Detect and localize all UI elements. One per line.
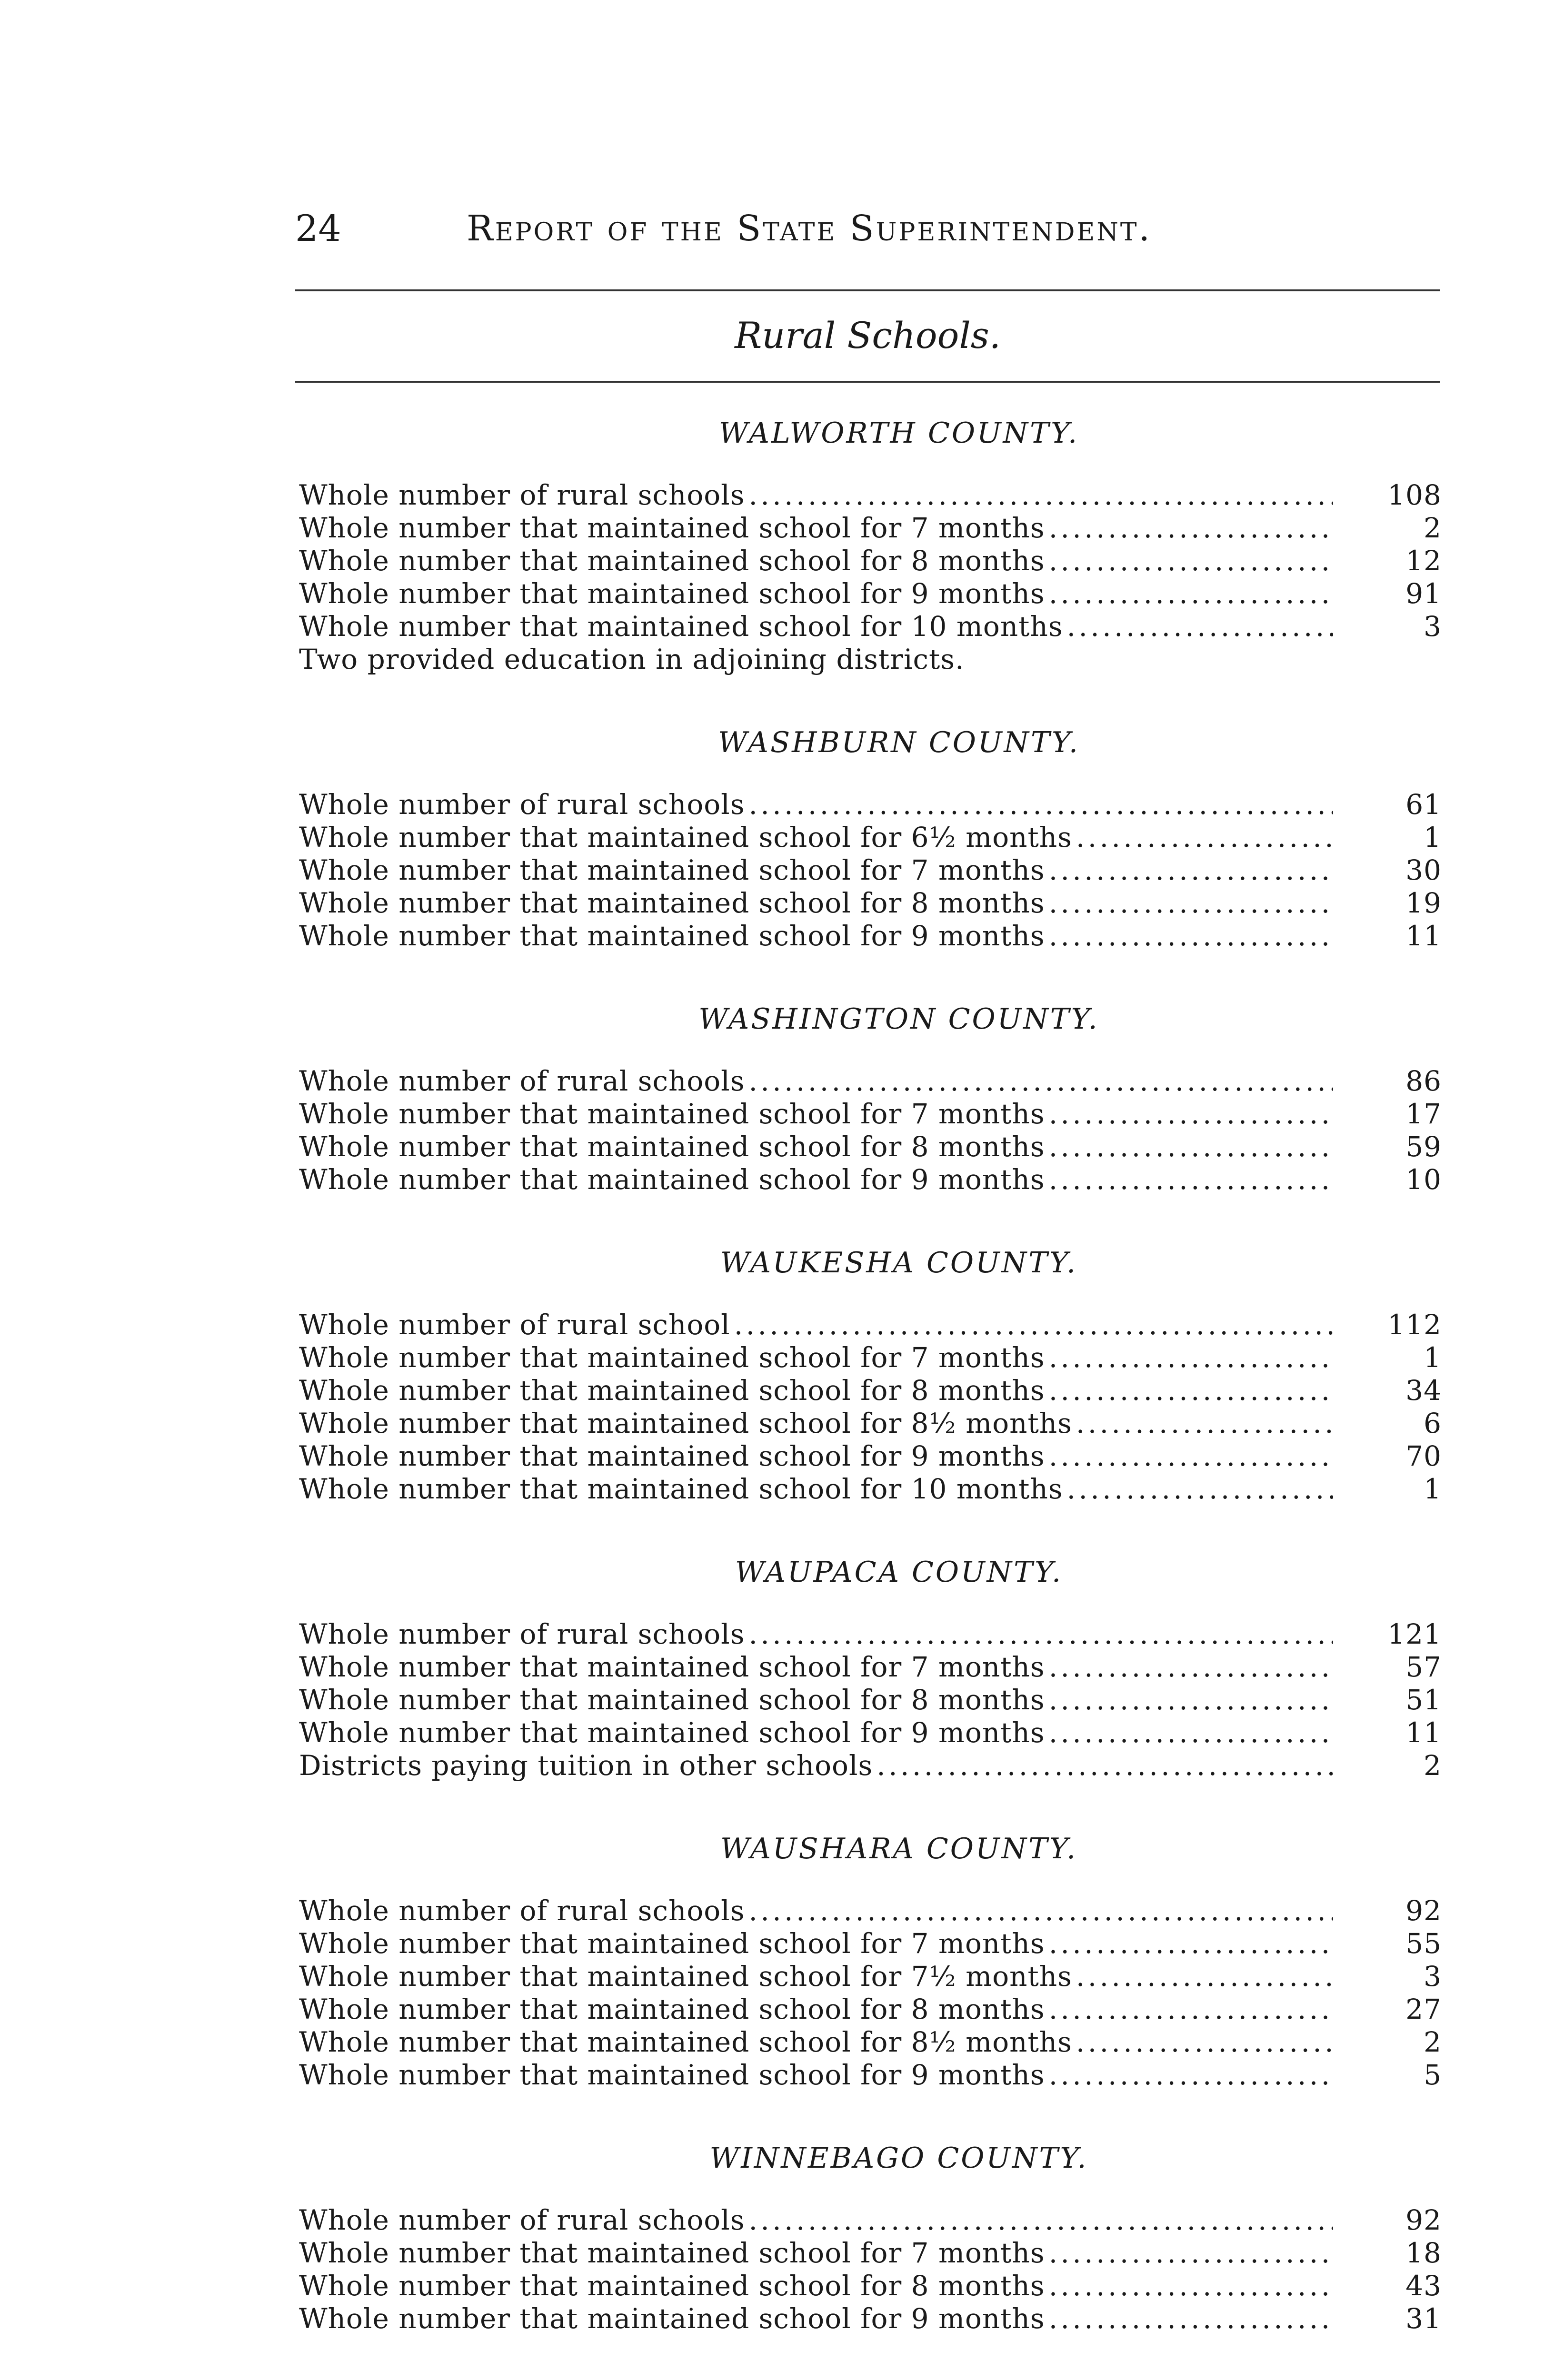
leader-dots bbox=[1067, 1473, 1333, 1506]
row-value: 30 bbox=[1405, 854, 1442, 886]
table-row bbox=[299, 1440, 1442, 1473]
leader-dots bbox=[1049, 920, 1333, 952]
row-label: Whole number that maintained school for 6½ months bbox=[299, 821, 1072, 853]
county-section bbox=[299, 1000, 1442, 1196]
row-value: 19 bbox=[1405, 887, 1442, 919]
leader-dots bbox=[1049, 887, 1333, 920]
county-name: WALWORTH COUNTY. bbox=[718, 416, 1079, 450]
county-name: WASHINGTON COUNTY. bbox=[698, 1002, 1099, 1036]
leader-dots bbox=[1049, 512, 1333, 545]
row-label: Whole number that maintained school for 9 months bbox=[299, 1163, 1045, 1196]
row-value: 6 bbox=[1424, 1407, 1442, 1439]
table-row bbox=[299, 788, 1442, 821]
leader-dots bbox=[748, 1894, 1333, 1927]
row-label: Whole number of rural schools bbox=[299, 1894, 745, 1927]
row-label: Whole number that maintained school for 9 months bbox=[299, 1440, 1045, 1472]
row-label: Whole number that maintained school for 8 months bbox=[299, 1684, 1045, 1716]
leader-dots bbox=[1049, 1716, 1333, 1749]
row-value: 3 bbox=[1424, 610, 1442, 643]
leader-dots bbox=[1049, 1440, 1333, 1473]
table-row bbox=[299, 2026, 1442, 2059]
row-value: 121 bbox=[1387, 1618, 1442, 1650]
row-value: 92 bbox=[1405, 2204, 1442, 2236]
county-name: WAUPACA COUNTY. bbox=[735, 1556, 1063, 1589]
leader-dots bbox=[1049, 577, 1333, 610]
row-value: 5 bbox=[1424, 2059, 1442, 2091]
page-number: 24 bbox=[295, 207, 341, 249]
row-value: 31 bbox=[1405, 2302, 1442, 2335]
leader-dots bbox=[1049, 1374, 1333, 1407]
county-name: WAUSHARA COUNTY. bbox=[720, 1832, 1078, 1865]
county-section bbox=[299, 724, 1442, 952]
leader-dots bbox=[1076, 1960, 1333, 1993]
table-row bbox=[299, 1309, 1442, 1341]
leader-dots bbox=[1049, 545, 1333, 577]
county-section bbox=[299, 1553, 1442, 1782]
leader-dots bbox=[748, 1618, 1333, 1651]
row-value: 1 bbox=[1424, 821, 1442, 853]
header-rule-bottom bbox=[295, 381, 1440, 383]
header-rule-top bbox=[295, 289, 1440, 291]
row-value: 59 bbox=[1405, 1130, 1442, 1163]
row-value: 92 bbox=[1405, 1894, 1442, 1927]
row-value: 70 bbox=[1405, 1440, 1442, 1472]
row-label: Whole number that maintained school for 10 months bbox=[299, 610, 1063, 643]
row-label: Whole number of rural schools bbox=[299, 788, 745, 821]
row-label: Whole number that maintained school for 8 months bbox=[299, 545, 1045, 577]
county-name: WINNEBAGO COUNTY. bbox=[709, 2142, 1088, 2175]
row-label: Whole number that maintained school for 7 months bbox=[299, 1651, 1045, 1683]
note-text: Two provided education in adjoining districts. bbox=[299, 643, 965, 675]
table-row bbox=[299, 1341, 1442, 1374]
table-row bbox=[299, 1065, 1442, 1098]
county-section bbox=[299, 1830, 1442, 2092]
leader-dots bbox=[1049, 1651, 1333, 1684]
leader-dots bbox=[1049, 854, 1333, 887]
county-section bbox=[299, 2139, 1442, 2335]
row-value: 1 bbox=[1424, 1341, 1442, 1374]
row-label: Whole number that maintained school for 9 months bbox=[299, 920, 1045, 952]
table-row bbox=[299, 479, 1442, 512]
section-gap bbox=[299, 1782, 1442, 1830]
leader-dots bbox=[1049, 1130, 1333, 1163]
row-value: 18 bbox=[1405, 2237, 1442, 2269]
row-label: Whole number of rural schools bbox=[299, 2204, 745, 2236]
row-value: 57 bbox=[1405, 1651, 1442, 1683]
table-row bbox=[299, 1473, 1442, 1506]
table-row bbox=[299, 854, 1442, 887]
table-row bbox=[299, 1749, 1442, 1782]
row-value: 17 bbox=[1405, 1098, 1442, 1130]
row-value: 112 bbox=[1387, 1309, 1442, 1341]
row-value: 1 bbox=[1424, 1473, 1442, 1505]
row-label: Districts paying tuition in other schools bbox=[299, 1749, 873, 1782]
table-row bbox=[299, 512, 1442, 545]
row-label: Whole number that maintained school for 7 months bbox=[299, 2237, 1045, 2269]
section-gap bbox=[299, 1196, 1442, 1244]
row-label: Whole number that maintained school for 7 months bbox=[299, 1341, 1045, 1374]
leader-dots bbox=[1049, 2059, 1333, 2092]
row-value: 27 bbox=[1405, 1993, 1442, 2025]
leader-dots bbox=[1049, 1993, 1333, 2026]
table-row bbox=[299, 1716, 1442, 1749]
row-label: Whole number that maintained school for 7½ months bbox=[299, 1960, 1072, 1993]
table-row bbox=[299, 1684, 1442, 1716]
leader-dots bbox=[1049, 1684, 1333, 1716]
table-row bbox=[299, 1618, 1442, 1651]
row-value: 2 bbox=[1424, 512, 1442, 544]
row-label: Whole number that maintained school for 7 months bbox=[299, 1927, 1045, 1960]
leader-dots bbox=[1049, 1163, 1333, 1196]
leader-dots bbox=[1076, 1407, 1333, 1440]
table-row bbox=[299, 1894, 1442, 1927]
row-label: Whole number that maintained school for 8 months bbox=[299, 1993, 1045, 2025]
leader-dots bbox=[877, 1749, 1333, 1782]
table-row bbox=[299, 887, 1442, 920]
row-label: Whole number that maintained school for 7 months bbox=[299, 854, 1045, 886]
leader-dots bbox=[748, 479, 1333, 512]
county-name: WAUKESHA COUNTY. bbox=[720, 1246, 1078, 1279]
section-gap bbox=[299, 2092, 1442, 2139]
row-label: Whole number that maintained school for 7 months bbox=[299, 512, 1045, 544]
row-value: 51 bbox=[1405, 1684, 1442, 1716]
leader-dots bbox=[748, 1065, 1333, 1098]
leader-dots bbox=[1076, 821, 1333, 854]
row-value: 91 bbox=[1405, 577, 1442, 610]
row-value: 10 bbox=[1405, 1163, 1442, 1196]
table-row bbox=[299, 920, 1442, 952]
row-value: 86 bbox=[1405, 1065, 1442, 1097]
row-value: 61 bbox=[1405, 788, 1442, 821]
row-label: Whole number that maintained school for 9 months bbox=[299, 2302, 1045, 2335]
table-row bbox=[299, 577, 1442, 610]
table-row bbox=[299, 2059, 1442, 2092]
leader-dots bbox=[1049, 2270, 1333, 2302]
row-value: 3 bbox=[1424, 1960, 1442, 1993]
table-row bbox=[299, 610, 1442, 643]
table-row bbox=[299, 1927, 1442, 1960]
row-value: 34 bbox=[1405, 1374, 1442, 1407]
table-row bbox=[299, 1993, 1442, 2026]
county-note bbox=[299, 643, 1442, 676]
row-value: 2 bbox=[1424, 1749, 1442, 1782]
county-statistics bbox=[299, 414, 1442, 2335]
row-label: Whole number that maintained school for 8 months bbox=[299, 887, 1045, 919]
leader-dots bbox=[1049, 1098, 1333, 1130]
page-header bbox=[295, 195, 1438, 262]
table-row bbox=[299, 1374, 1442, 1407]
section-gap bbox=[299, 676, 1442, 724]
county-name: WASHBURN COUNTY. bbox=[718, 726, 1080, 759]
table-row bbox=[299, 1960, 1442, 1993]
row-label: Whole number of rural schools bbox=[299, 1618, 745, 1650]
leader-dots bbox=[734, 1309, 1333, 1341]
row-label: Whole number that maintained school for 8 months bbox=[299, 2270, 1045, 2302]
row-label: Whole number that maintained school for 10 months bbox=[299, 1473, 1063, 1505]
table-row bbox=[299, 1651, 1442, 1684]
row-value: 12 bbox=[1405, 545, 1442, 577]
row-label: Whole number that maintained school for 8 months bbox=[299, 1374, 1045, 1407]
leader-dots bbox=[1067, 610, 1333, 643]
leader-dots bbox=[1049, 1927, 1333, 1960]
leader-dots bbox=[748, 788, 1333, 821]
row-value: 43 bbox=[1405, 2270, 1442, 2302]
table-row bbox=[299, 545, 1442, 577]
leader-dots bbox=[748, 2204, 1333, 2237]
table-row bbox=[299, 2302, 1442, 2335]
table-row bbox=[299, 2237, 1442, 2270]
row-value: 55 bbox=[1405, 1927, 1442, 1960]
leader-dots bbox=[1049, 2302, 1333, 2335]
row-value: 11 bbox=[1405, 920, 1442, 952]
table-row bbox=[299, 1163, 1442, 1196]
row-label: Whole number that maintained school for 8 months bbox=[299, 1130, 1045, 1163]
row-label: Whole number of rural schools bbox=[299, 479, 745, 511]
leader-dots bbox=[1049, 2237, 1333, 2270]
running-head: Report of the State Superintendent. bbox=[467, 208, 1152, 249]
row-value: 11 bbox=[1405, 1716, 1442, 1749]
row-label: Whole number of rural schools bbox=[299, 1065, 745, 1097]
table-row bbox=[299, 2270, 1442, 2302]
table-row bbox=[299, 821, 1442, 854]
row-value: 2 bbox=[1424, 2026, 1442, 2058]
table-row bbox=[299, 2204, 1442, 2237]
row-value: 108 bbox=[1387, 479, 1442, 511]
section-title: Rural Schools. bbox=[735, 314, 1001, 357]
county-section bbox=[299, 1244, 1442, 1506]
section-gap bbox=[299, 1506, 1442, 1553]
section-gap bbox=[299, 952, 1442, 1000]
row-label: Whole number that maintained school for 7 months bbox=[299, 1098, 1045, 1130]
row-label: Whole number that maintained school for 9 months bbox=[299, 577, 1045, 610]
leader-dots bbox=[1049, 1341, 1333, 1374]
row-label: Whole number that maintained school for 8½ months bbox=[299, 2026, 1072, 2058]
table-row bbox=[299, 1098, 1442, 1130]
table-row bbox=[299, 1407, 1442, 1440]
row-label: Whole number that maintained school for 9 months bbox=[299, 1716, 1045, 1749]
leader-dots bbox=[1076, 2026, 1333, 2059]
county-section bbox=[299, 414, 1442, 676]
table-row bbox=[299, 1130, 1442, 1163]
row-label: Whole number that maintained school for 8½ months bbox=[299, 1407, 1072, 1439]
row-label: Whole number that maintained school for 9 months bbox=[299, 2059, 1045, 2091]
row-label: Whole number of rural school bbox=[299, 1309, 730, 1341]
